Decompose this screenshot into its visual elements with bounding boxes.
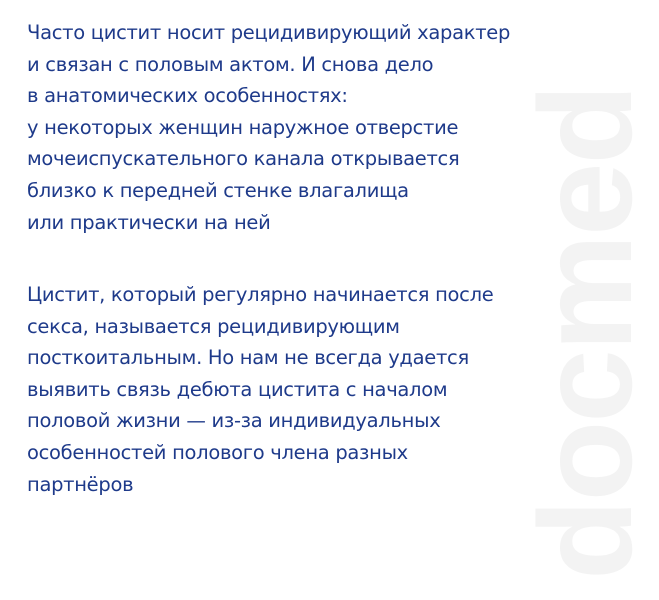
paragraph-line: выявить связь дебюта цистита с началом	[27, 377, 448, 401]
paragraph-line: посткоитальным. Но нам не всегда удается	[27, 346, 469, 370]
paragraph-line: близко к передней стенке влагалища	[27, 178, 409, 202]
paragraph-line: секса, называется рецидивирующим	[27, 314, 400, 338]
paragraph-line: Часто цистит носит рецидивирующий характер	[27, 21, 511, 44]
paragraph-line: или практически на ней	[27, 210, 271, 234]
paragraph-1	[27, 17, 572, 238]
paragraph-line: в анатомических особенностях:	[27, 84, 348, 108]
paragraph-line: половой жизни — из-за индивидуальных	[27, 409, 441, 433]
paragraph-line: мочеиспускательного канала открывается	[27, 147, 460, 171]
docmed-watermark-logo: docmed	[512, 85, 659, 580]
paragraph-line: партнёров	[27, 472, 134, 496]
paragraph-line: у некоторых женщин наружное отверстие	[27, 115, 459, 139]
paragraph-2	[27, 279, 572, 500]
paragraph-line: особенностей полового члена разных	[27, 440, 408, 464]
paragraph-line: и связан с половым актом. И снова дело	[27, 52, 434, 76]
paragraph-line: Цистит, который регулярно начинается после	[27, 283, 494, 306]
